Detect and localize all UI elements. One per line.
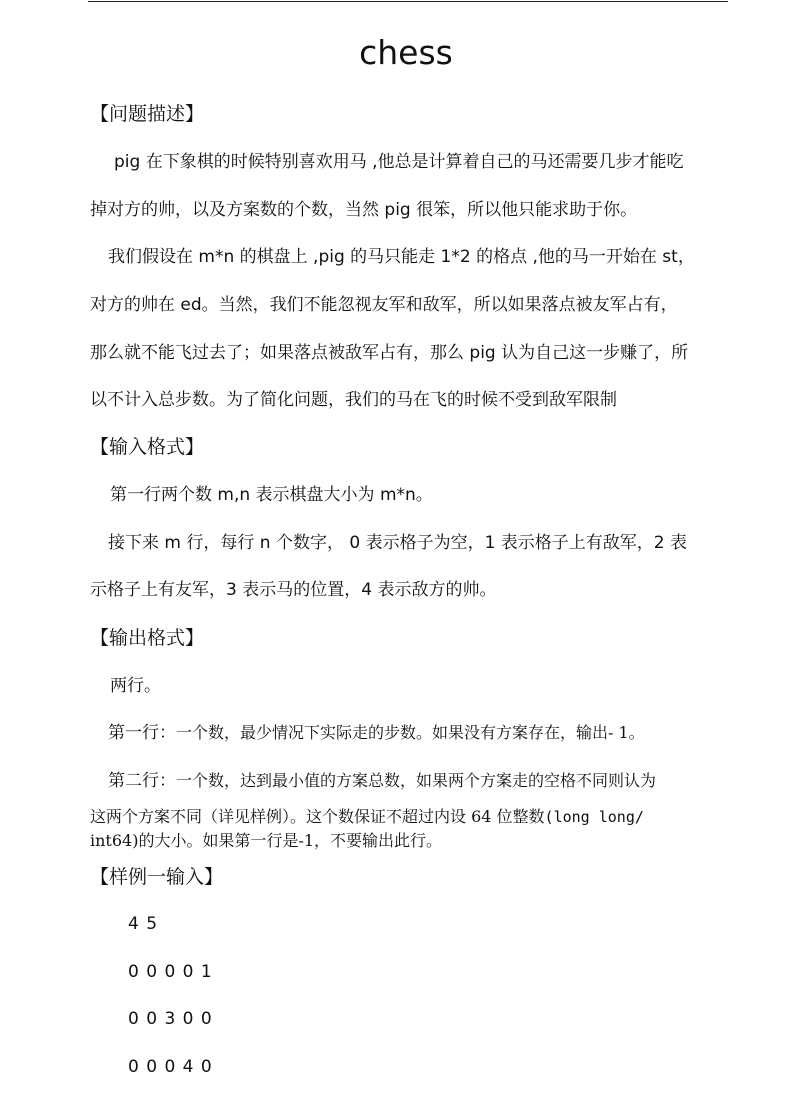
output-format-line-4: [90, 829, 442, 853]
output-line-2-text: 一个数，达到最小值的方案总数，如果两个方案走的空格不同则认为: [176, 771, 657, 790]
output-line-3-text: 这两个方案不同（详见样例）。这个数保证不超过内设 64 位整数: [90, 807, 545, 826]
output-line-1-prefix: 第一行：: [108, 723, 176, 743]
description-line-2: 掉对方的帅，以及方案数的个数，当然 pig 很笨，所以他只能求助于你。: [90, 200, 638, 220]
output-line-4-text: 的大小。如果第一行是-1，不要输出此行。: [138, 831, 443, 850]
input-format-line-2: 接下来 m 行，每行 n 个数字， 0 表示格子为空，1 表示格子上有敌军，2 表: [108, 533, 688, 553]
output-format-line-1: [108, 721, 645, 745]
output-format-line-2: [108, 769, 656, 793]
output-format-line-3: [90, 805, 644, 829]
output-format-intro: 两行。: [110, 676, 161, 696]
input-format-line-1: 第一行两个数 m,n 表示棋盘大小为 m*n。: [110, 485, 433, 505]
description-line-6: 以不计入总步数。为了简化问题，我们的马在飞的时候不受到敌军限制: [90, 390, 617, 410]
description-line-1: pig 在下象棋的时候特别喜欢用马 ,他总是计算着自己的马还需要几步才能吃: [114, 152, 684, 172]
sample-input-row-1: 4 5: [128, 914, 159, 934]
sample-input-row-2: 0 0 0 0 1: [128, 962, 213, 982]
description-line-4: 对方的帅在 ed。当然，我们不能忽视友军和敌军，所以如果落点被友军占有，: [90, 295, 678, 315]
output-line-4-code: int64): [90, 831, 139, 850]
description-line-3: 我们假设在 m*n 的棋盘上 ,pig 的马只能走 1*2 的格点 ,他的马一开始在 st，: [108, 247, 695, 267]
top-rule: [88, 1, 728, 2]
output-line-2-prefix: 第二行：: [108, 771, 176, 791]
output-line-3-code: (long long/: [544, 808, 644, 826]
input-format-line-3: 示格子上有友军，3 表示马的位置，4 表示敌方的帅。: [90, 580, 497, 600]
description-heading: 【问题描述】: [90, 103, 205, 125]
output-format-heading: 【输出格式】: [90, 627, 205, 649]
sample-input-heading: 【样例一输入】: [90, 866, 224, 888]
input-format-heading: 【输入格式】: [90, 436, 205, 458]
sample-input-row-3: 0 0 3 0 0: [128, 1009, 213, 1029]
sample-input-row-4: 0 0 0 4 0: [128, 1057, 213, 1077]
description-line-5: 那么就不能飞过去了；如果落点被敌军占有，那么 pig 认为自己这一步赚了，所: [90, 343, 689, 363]
page-title: chess: [359, 33, 453, 72]
output-line-1-text: 一个数，最少情况下实际走的步数。如果没有方案存在，输出- 1。: [176, 723, 645, 742]
